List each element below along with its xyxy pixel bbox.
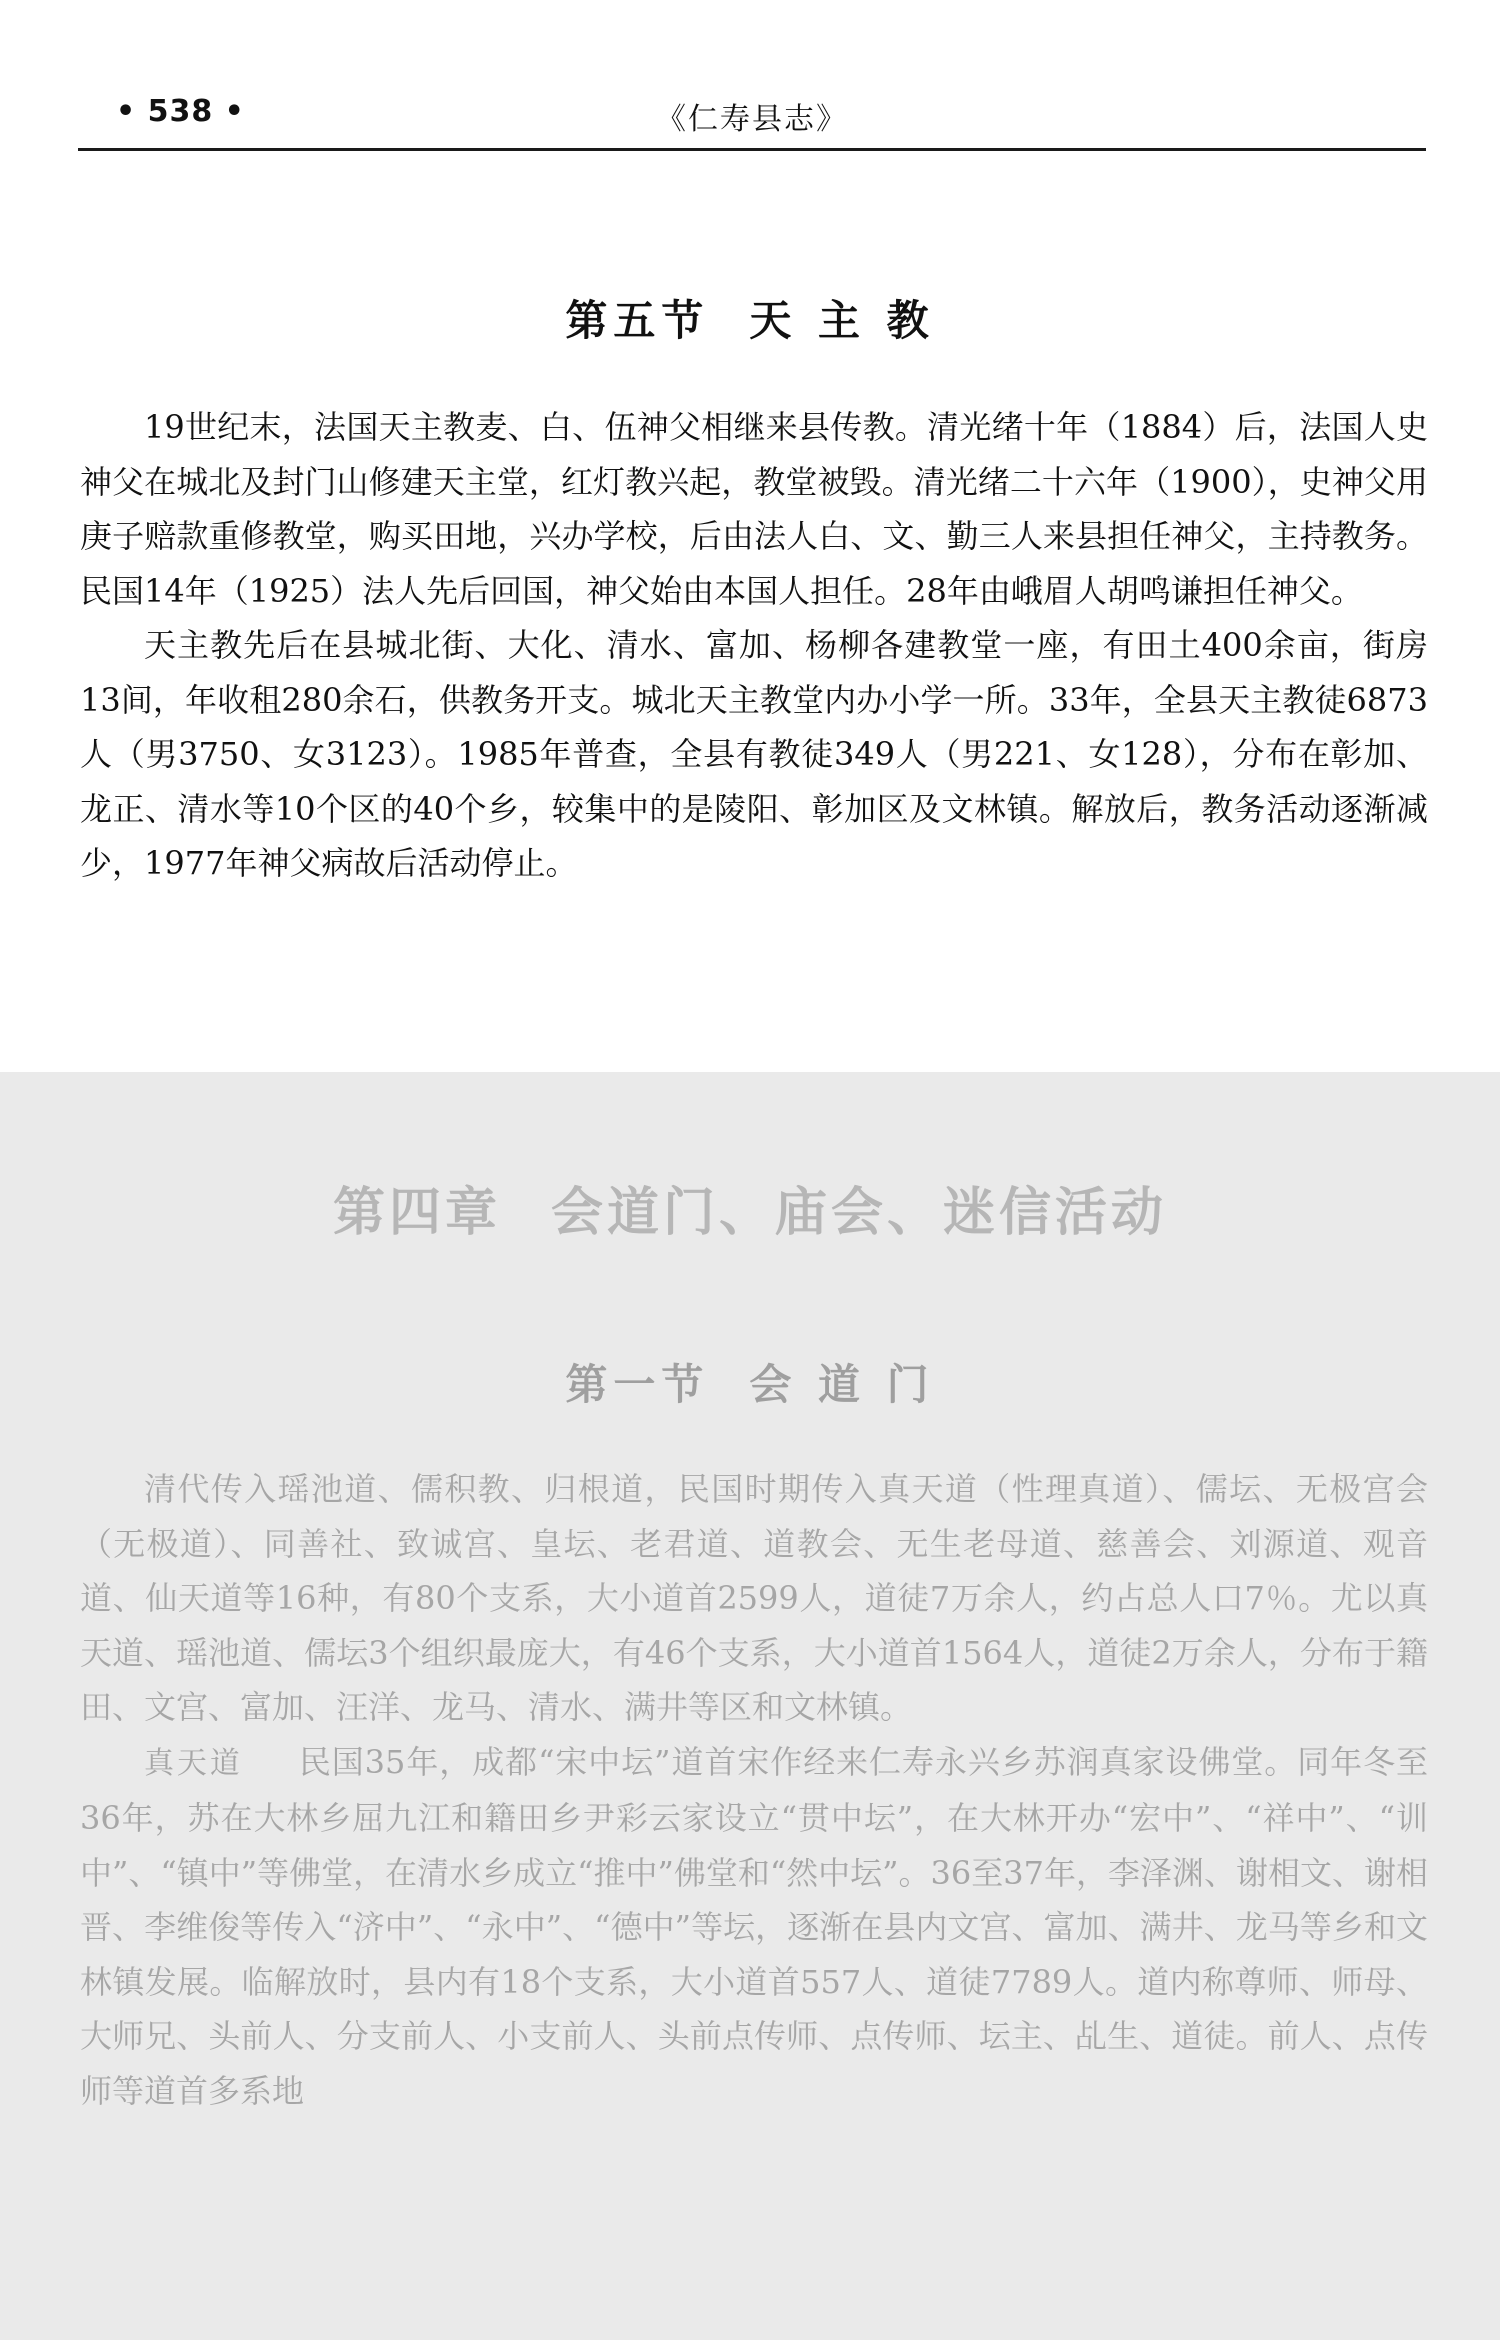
- chapter-four-faded: [0, 1072, 1500, 2340]
- section-body: [80, 400, 1428, 891]
- section-title-text: 会 道 门: [749, 1360, 935, 1409]
- paragraph: 19世纪末，法国天主教麦、白、伍神父相继来县传教。清光绪十年（1884）后，法国人史神父在城北及封门山修建天主堂，红灯教兴起，教堂被毁。清光绪二十六年（1900），史神父用庚子赔款重修教堂，购买田地，兴办学校，后由法人白、文、勤三人来县担任神父，主持教务。民国14年（1925）法人先后回国，神父始由本国人担任。28年由峨眉人胡鸣谦担任神父。: [80, 408, 1428, 610]
- running-title: 《仁寿县志》: [656, 102, 848, 137]
- chapter-title-label: 第四章: [332, 1182, 501, 1243]
- chapter-title-text: 会道门、庙会、迷信活动: [551, 1182, 1168, 1243]
- section-title-label: 第五节: [565, 296, 710, 345]
- section-title: [0, 1352, 1500, 1412]
- chapter-title: [0, 1170, 1500, 1245]
- paragraph-text: 民国35年，成都“宋中坛”道首宋作经来仁寿永兴乡苏润真家设佛堂。同年冬至36年，苏在大林乡屈九江和籍田乡尹彩云家设立“贯中坛”，在大林开办“宏中”、“祥中”、“训中”、“镇中”等佛堂，在清水乡成立“推中”佛堂和“然中坛”。36至37年，李泽渊、谢相文、谢相晋、李维俊等传入“济中”、“永中”、“德中”等坛，逐渐在县内文宫、富加、满井、龙马等乡和文林镇发展。临解放时，县内有18个支系，大小道首557人、道徒7789人。道内称尊师、师母、大师兄、头前人、分支前人、小支前人、头前点传师、点传师、坛主、乩生、道徒。前人、点传师等道首多系地: [80, 1742, 1428, 2110]
- section-title-text: 天 主 教: [749, 296, 935, 345]
- paragraph: [80, 1735, 1428, 2119]
- section-catholicism: [0, 0, 1500, 1070]
- section-title-label: 第一节: [565, 1360, 710, 1409]
- page-number: • 538 •: [116, 94, 245, 129]
- paragraph: 清代传入瑶池道、儒积教、归根道，民国时期传入真天道（性理真道）、儒坛、无极宫会（无极道）、同善社、致诚宫、皇坛、老君道、道教会、无生老母道、慈善会、刘源道、观音道、仙天道等16种，有80个支系，大小道首2599人，道徒7万余人，约占总人口7％。尤以真天道、瑶池道、儒坛3个组织最庞大，有46个支系，大小道首1564人，道徒2万余人，分布于籍田、文宫、富加、汪洋、龙马、清水、满井等区和文林镇。: [80, 1470, 1428, 1726]
- section-body: [80, 1462, 1428, 2118]
- term-heading: 真天道: [144, 1745, 243, 1781]
- section-title: [0, 288, 1500, 348]
- paragraph: 天主教先后在县城北街、大化、清水、富加、杨柳各建教堂一座，有田土400余亩，街房13间，年收租280余石，供教务开支。城北天主教堂内办小学一所。33年，全县天主教徒6873人（男3750、女3123）。1985年普查，全县有教徒349人（男221、女128），分布在彰加、龙正、清水等10个区的40个乡，较集中的是陵阳、彰加区及文林镇。解放后，教务活动逐渐减少，1977年神父病故后活动停止。: [80, 626, 1428, 882]
